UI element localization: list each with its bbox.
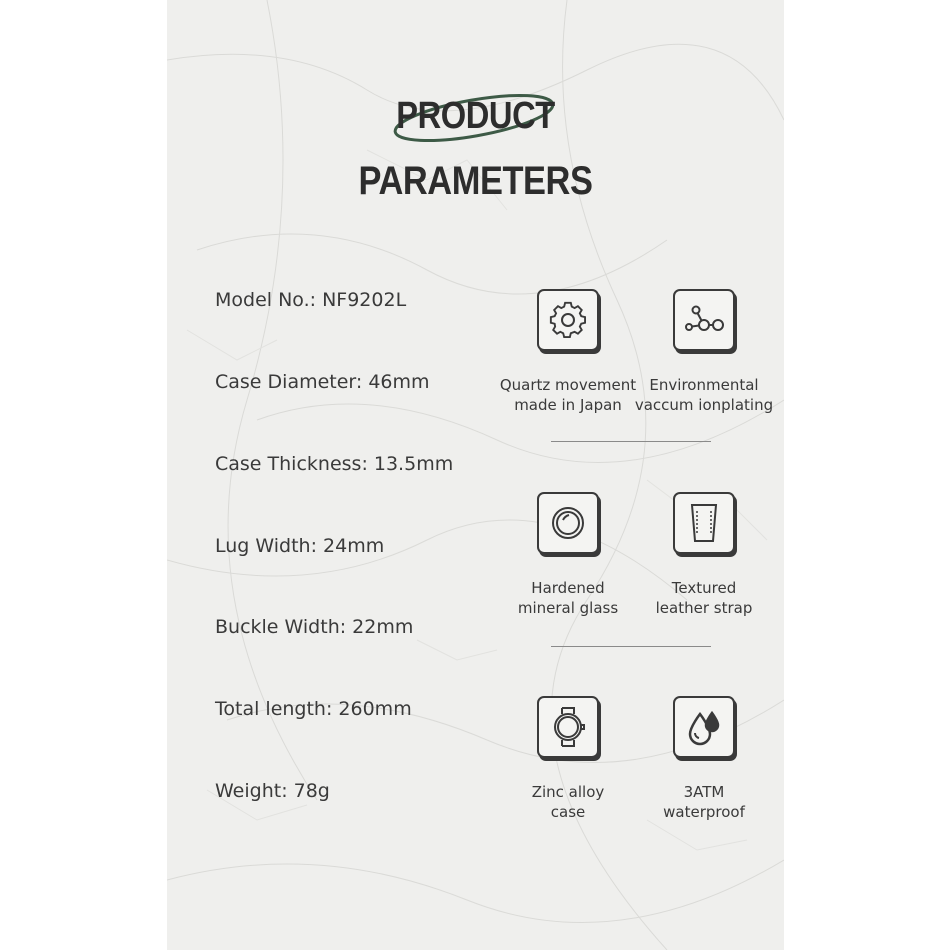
- spec-case-diameter: Case Diameter: 46mm: [215, 371, 430, 393]
- feature-zinc-alloy-case: [493, 696, 643, 822]
- feature-mineral-glass: [493, 492, 643, 618]
- feature-label: Zinc alloy case: [531, 783, 605, 821]
- spec-model-number: Model No.: NF9202L: [215, 289, 407, 311]
- spec-weight: Weight: 78g: [215, 780, 330, 802]
- feature-label: 3ATM waterproof: [663, 783, 745, 821]
- feature-divider: [551, 646, 711, 647]
- product-parameters-card: [167, 0, 784, 950]
- feature-label: Hardened mineral glass: [517, 579, 619, 617]
- feature-label: Textured leather strap: [655, 579, 753, 617]
- watch-case-icon: [537, 696, 599, 758]
- watch-glass-icon: [537, 492, 599, 554]
- spec-total-length: Total length: 260mm: [215, 698, 412, 720]
- gear-icon: [537, 289, 599, 351]
- spec-case-thickness: Case Thickness: 13.5mm: [215, 453, 454, 475]
- page-title-line1: PRODUCT: [396, 95, 555, 137]
- feature-quartz-movement: [493, 289, 643, 415]
- feature-label: Environmental vaccum ionplating: [634, 376, 774, 414]
- feature-label: Quartz movement made in Japan: [499, 376, 637, 414]
- molecule-icon: [673, 289, 735, 351]
- page-title-line2: PARAMETERS: [358, 159, 593, 203]
- water-drop-icon: [673, 696, 735, 758]
- leather-strap-icon: [673, 492, 735, 554]
- spec-buckle-width: Buckle Width: 22mm: [215, 616, 414, 638]
- feature-waterproof: [629, 696, 779, 822]
- feature-leather-strap: [629, 492, 779, 618]
- spec-lug-width: Lug Width: 24mm: [215, 535, 385, 557]
- feature-divider: [551, 441, 711, 442]
- feature-vacuum-ionplating: [629, 289, 779, 415]
